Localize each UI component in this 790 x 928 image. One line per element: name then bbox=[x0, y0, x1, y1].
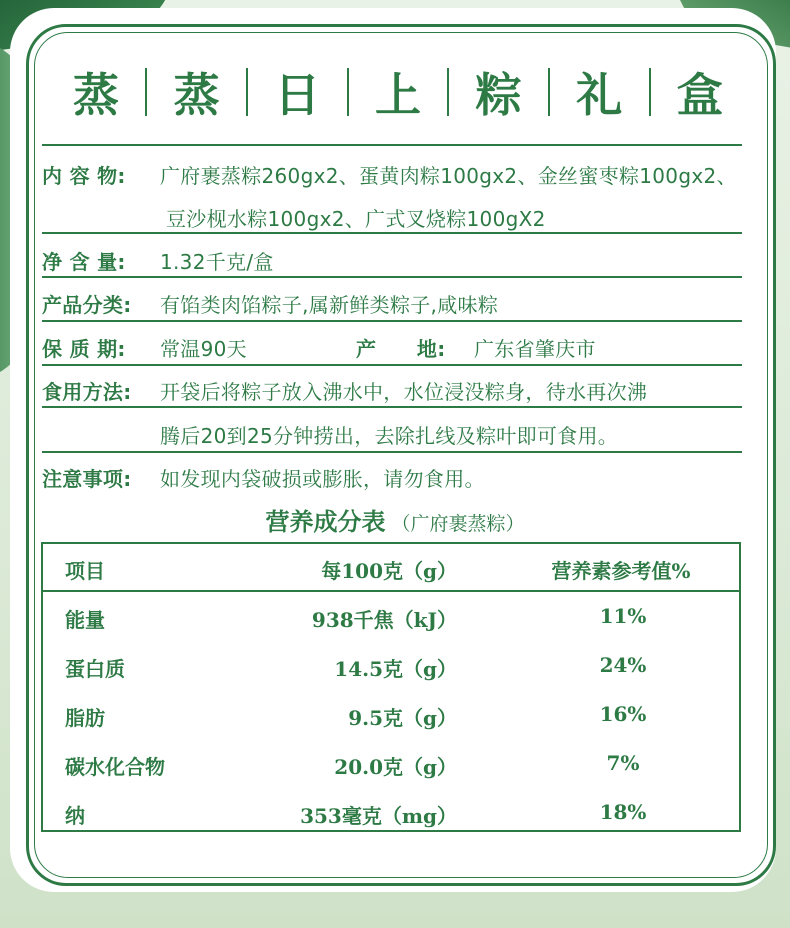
title-divider bbox=[548, 68, 550, 116]
divider bbox=[42, 144, 742, 146]
divider bbox=[42, 232, 742, 234]
contents-row bbox=[42, 160, 742, 189]
title-divider bbox=[246, 68, 248, 116]
usage-row-cont bbox=[160, 420, 740, 449]
shelf-life-row bbox=[42, 333, 742, 362]
nutrition-table bbox=[41, 542, 741, 832]
contents-row-cont bbox=[166, 203, 746, 232]
row-fat-nrv: 16% bbox=[599, 702, 647, 726]
row-sodium-name: 纳 bbox=[65, 804, 85, 828]
title-char: 蒸 bbox=[173, 68, 220, 122]
notes-value: 如发现内袋破损或膨胀，请勿食用。 bbox=[160, 467, 485, 491]
product-title bbox=[66, 62, 730, 122]
shelf-life-label: 保 质 期: bbox=[42, 337, 126, 361]
usage-line1: 开袋后将粽子放入沸水中，水位浸没粽身，待水再次沸 bbox=[160, 380, 648, 404]
header-per100g: 每100克（g） bbox=[321, 559, 457, 583]
title-char: 蒸 bbox=[73, 68, 119, 122]
contents-label: 内 容 物: bbox=[42, 164, 126, 188]
origin-value: 广东省肇庆市 bbox=[474, 337, 596, 361]
usage-row bbox=[42, 376, 742, 405]
row-energy-value: 938千焦（kJ） bbox=[311, 608, 457, 632]
title-char: 盒 bbox=[676, 68, 723, 122]
category-label: 产品分类: bbox=[42, 293, 132, 317]
row-protein-value: 14.5克（g） bbox=[334, 657, 457, 681]
shelf-life-value: 常温90天 bbox=[160, 337, 247, 361]
row-protein-name: 蛋白质 bbox=[65, 657, 125, 681]
table-header-divider bbox=[43, 590, 739, 592]
header-item: 项目 bbox=[65, 559, 105, 583]
divider bbox=[42, 276, 742, 278]
title-divider bbox=[347, 68, 349, 116]
category-value: 有馅类肉馅粽子,属新鲜类粽子,咸味粽 bbox=[160, 293, 499, 317]
category-row bbox=[42, 289, 742, 318]
title-char: 日 bbox=[274, 68, 321, 122]
divider bbox=[42, 364, 742, 366]
title-divider bbox=[145, 68, 147, 116]
row-carbs-nrv: 7% bbox=[606, 751, 640, 775]
divider bbox=[42, 320, 742, 322]
nutrition-subtitle: （广府裹蒸粽） bbox=[391, 513, 525, 535]
title-divider bbox=[447, 68, 449, 116]
title-char: 上 bbox=[374, 68, 421, 122]
divider bbox=[42, 451, 742, 453]
contents-line1: 广府裹蒸粽260gx2、蛋黄肉粽100gx2、金丝蜜枣粽100gx2、 bbox=[160, 164, 737, 188]
row-energy-nrv: 11% bbox=[599, 604, 647, 628]
contents-line2: 豆沙枧水粽100gx2、广式叉烧粽100gX2 bbox=[166, 207, 546, 231]
usage-label: 食用方法: bbox=[42, 380, 132, 404]
net-weight-value: 1.32千克/盒 bbox=[160, 250, 274, 274]
row-sodium-nrv: 18% bbox=[599, 800, 647, 824]
nutrition-title: 营养成分表 bbox=[265, 507, 386, 536]
divider bbox=[42, 406, 742, 408]
notes-row bbox=[42, 463, 742, 492]
usage-line2: 腾后20到25分钟捞出，去除扎线及粽叶即可食用。 bbox=[160, 424, 619, 448]
row-protein-nrv: 24% bbox=[599, 653, 647, 677]
net-weight-row bbox=[42, 246, 742, 275]
row-sodium-value: 353毫克（mg） bbox=[300, 804, 457, 828]
row-fat-value: 9.5克（g） bbox=[348, 706, 457, 730]
title-char: 粽 bbox=[475, 68, 522, 122]
nutrition-heading bbox=[0, 502, 790, 537]
notes-label: 注意事项: bbox=[42, 467, 132, 491]
row-fat-name: 脂肪 bbox=[65, 706, 105, 730]
header-nrv: 营养素参考值% bbox=[551, 559, 691, 583]
title-divider bbox=[649, 68, 651, 116]
row-energy-name: 能量 bbox=[65, 608, 105, 632]
row-carbs-name: 碳水化合物 bbox=[65, 755, 165, 779]
net-weight-label: 净 含 量: bbox=[42, 250, 126, 274]
row-carbs-value: 20.0克（g） bbox=[334, 755, 457, 779]
origin-label: 产 地: bbox=[356, 337, 446, 361]
title-char: 礼 bbox=[576, 68, 623, 122]
